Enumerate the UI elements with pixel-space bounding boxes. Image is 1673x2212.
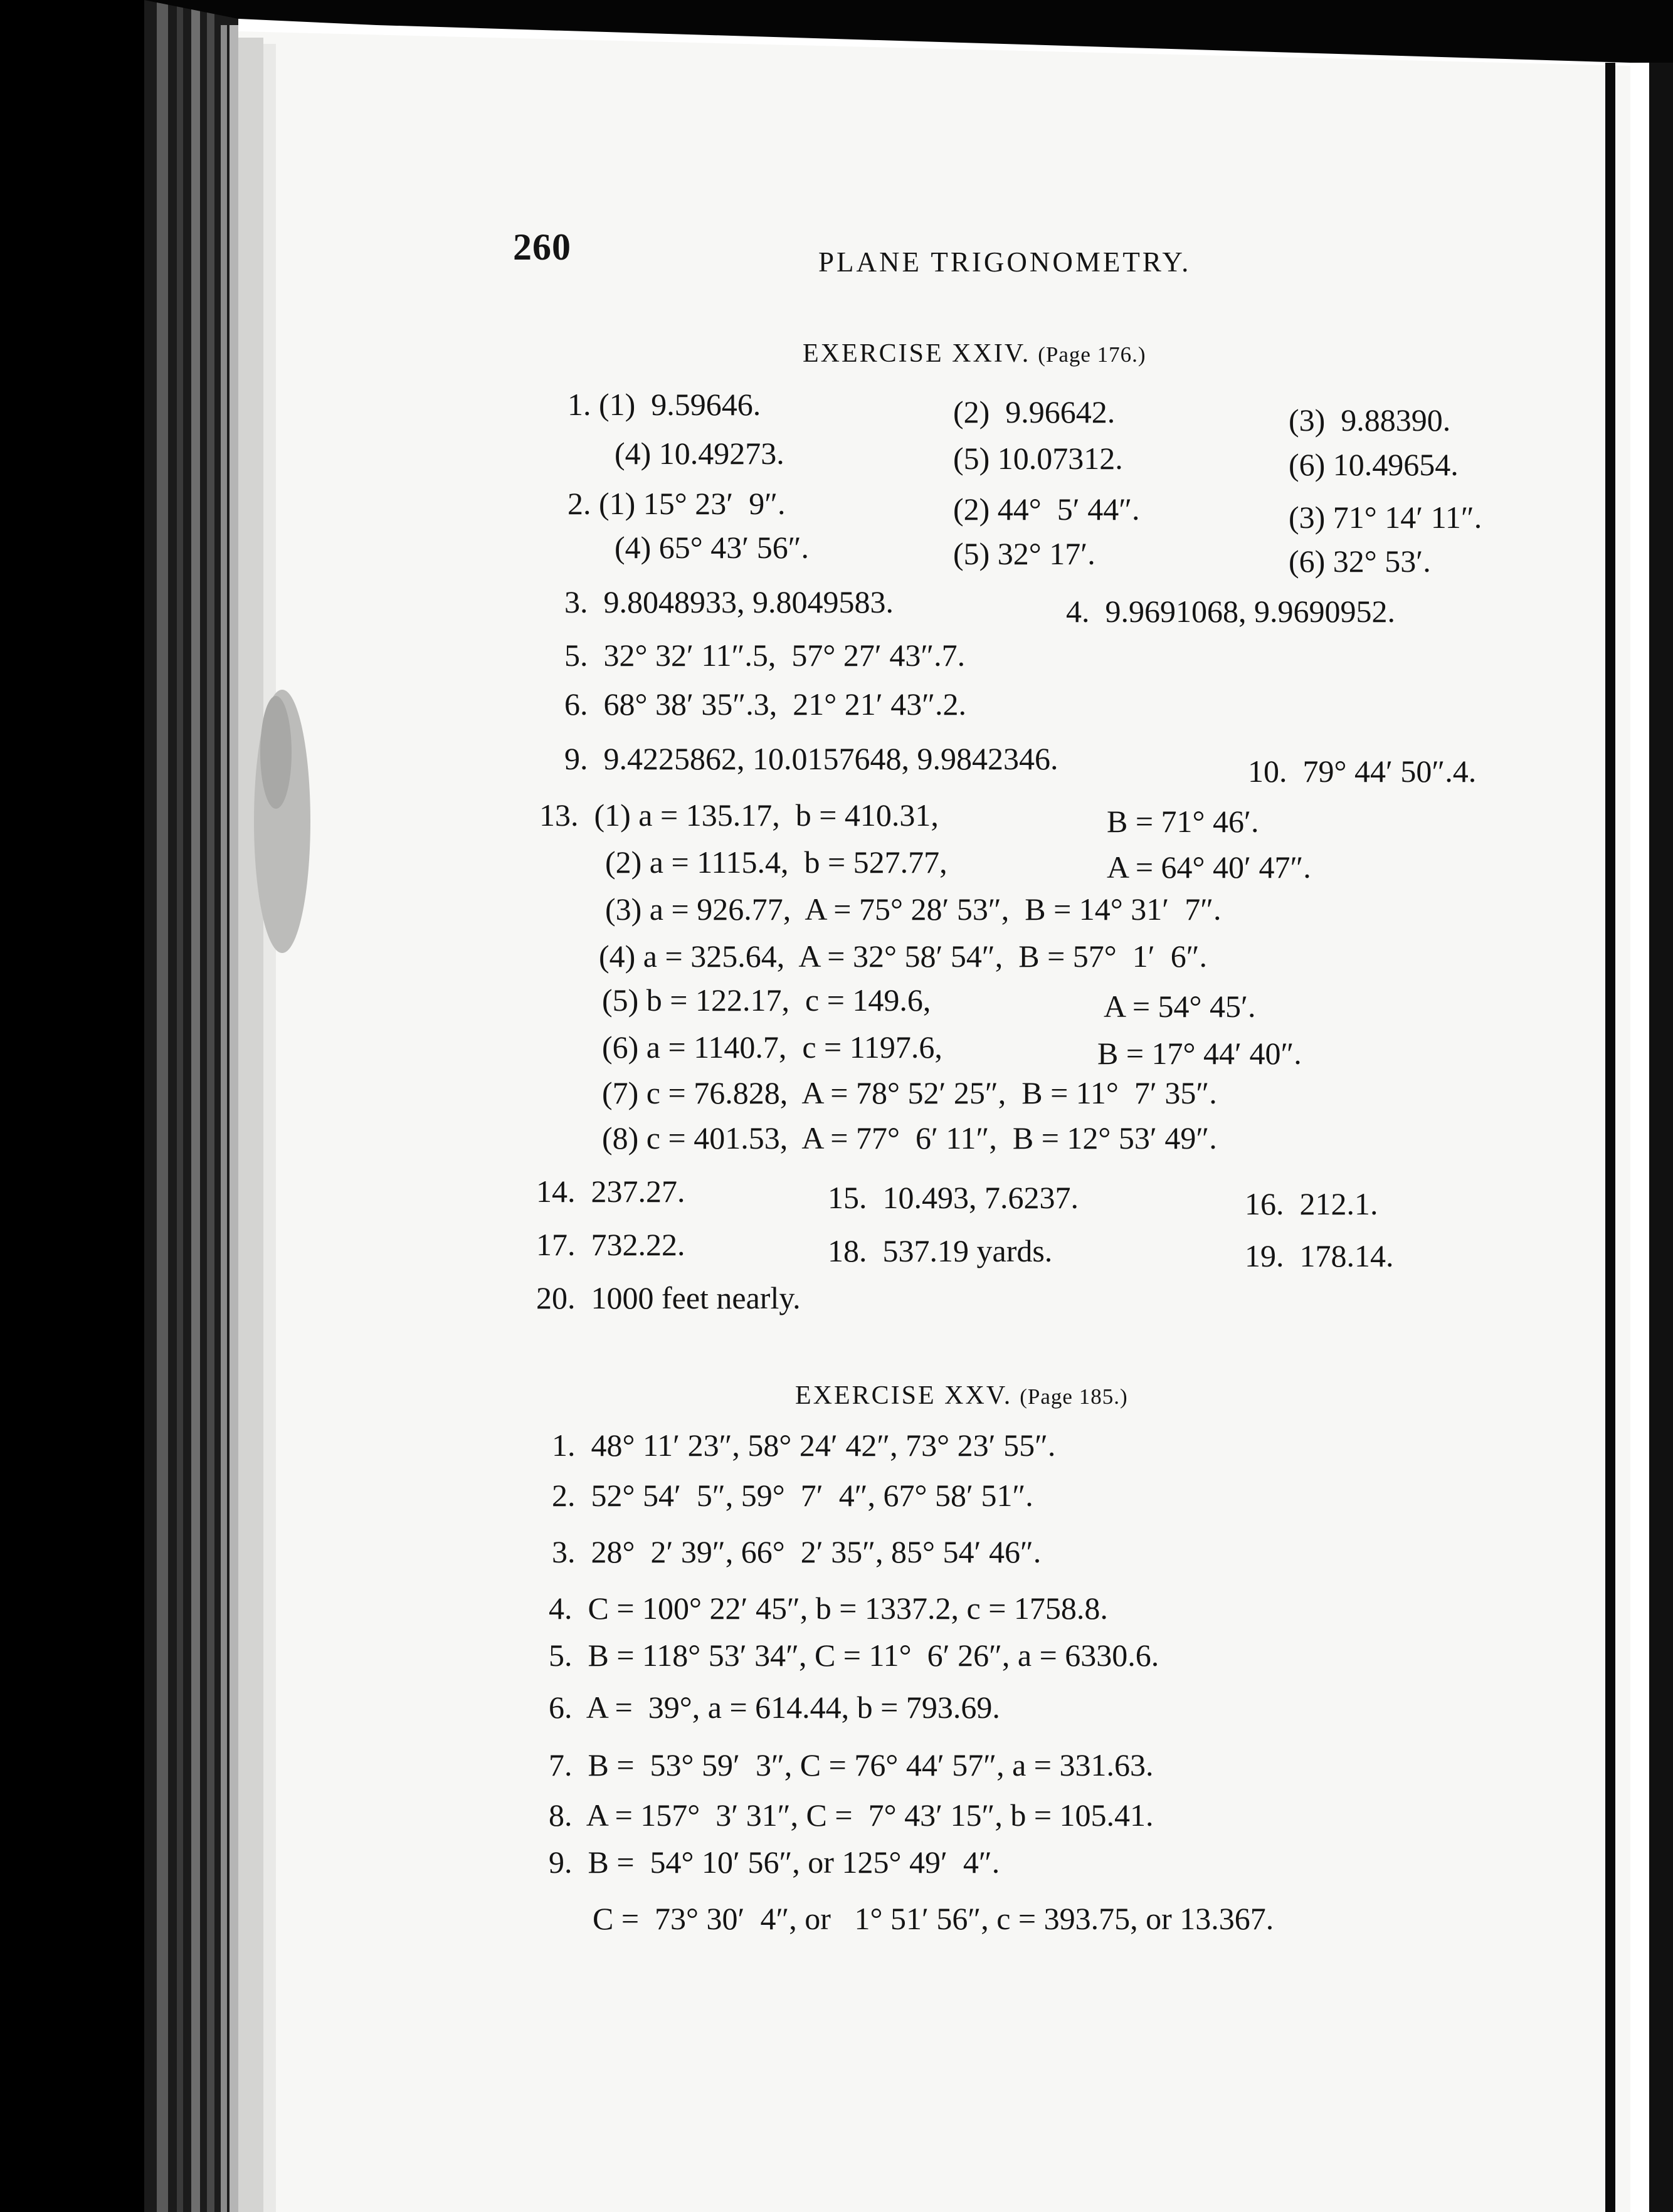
answer: (4) a = 325.64, A = 32° 58′ 54″, B = 57° 1′ 6″. [599,939,1208,974]
answer: 20. 1000 feet nearly. [536,1280,801,1315]
answer: 8. A = 157° 3′ 31″, C = 7° 43′ 15″, b = 105.41. [549,1798,1154,1833]
answer: 17. 732.22. [536,1227,685,1262]
answer: (4) 10.49273. [615,436,784,471]
answer: 6. 68° 38′ 35″.3, 21° 21′ 43″.2. [564,687,967,722]
answer: (3) 9.88390. [1289,403,1451,438]
answer: 4. 9.9691068, 9.9690952. [1066,594,1395,629]
answer: (2) a = 1115.4, b = 527.77, [605,845,947,880]
answer: 7. B = 53° 59′ 3″, C = 76° 44′ 57″, a = 331.63. [549,1747,1154,1783]
exercise-xxiv-heading [803,339,1146,369]
answer: 2. (1) 15° 23′ 9″. [567,486,786,521]
running-head: PLANE TRIGONOMETRY. [818,246,1191,278]
answer: (3) a = 926.77, A = 75° 28′ 53″, B = 14° 31′ 7″. [605,892,1222,927]
answer: A = 54° 45′. [1104,989,1256,1024]
answer: (5) 10.07312. [953,441,1123,476]
answer: (5) 32° 17′. [953,536,1095,571]
answer: 9. B = 54° 10′ 56″, or 125° 49′ 4″. [549,1845,1000,1880]
answer: 2. 52° 54′ 5″, 59° 7′ 4″, 67° 58′ 51″. [552,1478,1033,1513]
answer: 18. 537.19 yards. [828,1233,1053,1268]
exercise-xxv-title: EXERCISE XXV. [795,1381,1013,1410]
answer: B = 71° 46′. [1107,804,1259,839]
answer: 5. 32° 32′ 11″.5, 57° 27′ 43″.7. [564,638,966,673]
answer: 15. 10.493, 7.6237. [828,1180,1079,1215]
exercise-xxv-heading [795,1381,1128,1411]
answer: 13. (1) a = 135.17, b = 410.31, [539,798,939,833]
answer: A = 64° 40′ 47″. [1107,850,1311,885]
answer: C = 73° 30′ 4″, or 1° 51′ 56″, c = 393.75, or 13.367. [593,1901,1274,1936]
exercise-xxv-page-ref: (Page 185.) [1020,1384,1128,1409]
answer: (6) 32° 53′. [1289,544,1431,579]
answer: 3. 9.8048933, 9.8049583. [564,584,894,619]
answer: (5) b = 122.17, c = 149.6, [602,982,931,1018]
answer: 19. 178.14. [1245,1238,1394,1273]
answer: 4. C = 100° 22′ 45″, b = 1337.2, c = 1758.8. [549,1591,1108,1626]
answer: 1. (1) 9.59646. [567,387,761,422]
exercise-xxiv-page-ref: (Page 176.) [1038,342,1146,367]
answer: 10. 79° 44′ 50″.4. [1248,754,1477,789]
answer: 14. 237.27. [536,1174,685,1209]
answer: 3. 28° 2′ 39″, 66° 2′ 35″, 85° 54′ 46″. [552,1534,1042,1569]
answer: (3) 71° 14′ 11″. [1289,500,1482,535]
answer: (7) c = 76.828, A = 78° 52′ 25″, B = 11° 7′ 35″. [602,1075,1217,1110]
answer: (2) 44° 5′ 44″. [953,492,1140,527]
answer: 16. 212.1. [1245,1186,1378,1221]
answer: 5. B = 118° 53′ 34″, C = 11° 6′ 26″, a = 6330.6. [549,1638,1159,1673]
answer: B = 17° 44′ 40″. [1097,1036,1302,1071]
answer: (6) a = 1140.7, c = 1197.6, [602,1030,942,1065]
page-number: 260 [513,226,571,268]
answer: (4) 65° 43′ 56″. [615,530,810,565]
exercise-xxiv-title: EXERCISE XXIV. [803,339,1031,368]
answer: (2) 9.96642. [953,394,1116,429]
answer: 1. 48° 11′ 23″, 58° 24′ 42″, 73° 23′ 55″. [552,1428,1056,1463]
answer: (8) c = 401.53, A = 77° 6′ 11″, B = 12° 53′ 49″. [602,1120,1217,1156]
answer: 6. A = 39°, a = 614.44, b = 793.69. [549,1690,1000,1725]
answer: 9. 9.4225862, 10.0157648, 9.9842346. [564,741,1058,776]
answer: (6) 10.49654. [1289,447,1459,482]
